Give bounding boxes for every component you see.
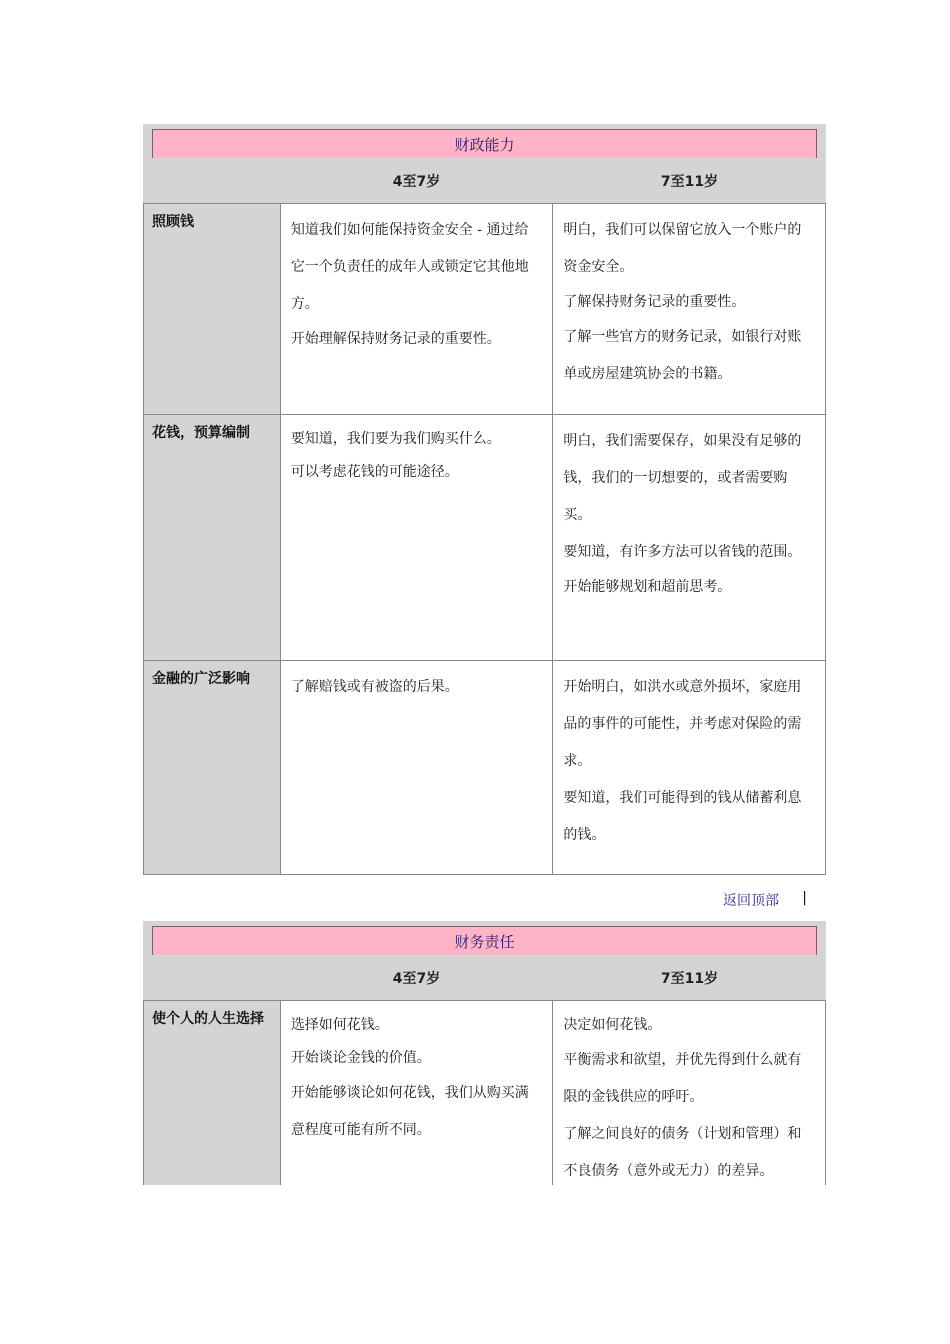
cell-paragraph: 要知道，我们可能得到的钱从储蓄利息的钱。 xyxy=(563,790,802,843)
table-header xyxy=(143,158,826,203)
cell-paragraph: 开始能够谈论如何花钱，我们从购买满意程度可能有所不同。 xyxy=(290,1085,529,1138)
row-label xyxy=(144,204,281,414)
section-title-frame xyxy=(143,124,826,158)
cell-paragraph: 要知道，我们要为我们购买什么。 xyxy=(290,431,501,447)
cell-paragraph: 了解之间良好的债务（计划和管理）和不良债务（意外或无力）的差异。 xyxy=(563,1126,802,1179)
section-financial-capability xyxy=(143,124,826,875)
cell-age-7-11 xyxy=(553,204,826,414)
row-label xyxy=(144,1001,281,1185)
row-label xyxy=(144,661,281,874)
cell-paragraph: 要知道，有许多方法可以省钱的范围。 xyxy=(563,544,802,560)
section-financial-responsibility xyxy=(143,921,826,1185)
row-label-text: 照顾钱 xyxy=(152,214,194,230)
cell-paragraph: 平衡需求和欲望，并优先得到什么就有限的金钱供应的呼吁。 xyxy=(563,1052,802,1105)
table-row xyxy=(143,203,826,415)
table-row xyxy=(143,1000,826,1185)
cell-age-7-11 xyxy=(553,661,826,874)
cell-age-4-7 xyxy=(281,204,554,414)
row-label-text: 花钱，预算编制 xyxy=(152,425,250,441)
row-label-text: 使个人的人生选择 xyxy=(152,1011,264,1027)
cell-paragraph: 开始理解保持财务记录的重要性。 xyxy=(290,331,501,347)
header-age-7-11: 7至11岁 xyxy=(660,173,719,190)
cell-paragraph: 选择如何花钱。 xyxy=(290,1017,389,1033)
cell-age-7-11 xyxy=(553,415,826,660)
header-age-7-11: 7至11岁 xyxy=(660,970,719,987)
cell-paragraph: 明白，我们需要保存，如果没有足够的钱，我们的一切想要的，或者需要购买。 xyxy=(563,433,802,523)
cell-paragraph: 了解保持财务记录的重要性。 xyxy=(563,294,746,310)
cell-paragraph: 决定如何花钱。 xyxy=(563,1017,662,1033)
table-row xyxy=(143,415,826,661)
back-to-top-bar xyxy=(143,888,826,914)
header-empty xyxy=(143,158,280,203)
back-to-top-link[interactable]: 返回顶部 xyxy=(723,893,779,909)
header-age-4-7: 4至7岁 xyxy=(392,970,441,987)
cell-age-4-7 xyxy=(281,661,554,874)
cell-paragraph: 开始能够规划和超前思考。 xyxy=(563,579,732,595)
cell-age-4-7 xyxy=(281,415,554,660)
header-empty xyxy=(143,955,280,1000)
header-age-4-7: 4至7岁 xyxy=(392,173,441,190)
section-title-frame xyxy=(143,921,826,955)
row-label xyxy=(144,415,281,660)
cell-paragraph: 可以考虑花钱的可能途径。 xyxy=(290,464,459,480)
table-header xyxy=(143,955,826,1000)
cell-paragraph: 知道我们如何能保持资金安全 - 通过给它一个负责任的成年人或锁定它其他地方。 xyxy=(290,222,529,312)
table-row xyxy=(143,661,826,875)
cell-age-4-7 xyxy=(281,1001,554,1185)
section-title: 财务责任 xyxy=(152,926,817,955)
cell-paragraph: 明白，我们可以保留它放入一个账户的资金安全。 xyxy=(563,222,802,275)
section-title: 财政能力 xyxy=(152,129,817,158)
cell-paragraph: 了解赔钱或有被盗的后果。 xyxy=(290,679,459,695)
cell-age-7-11 xyxy=(553,1001,826,1185)
cell-paragraph: 开始明白，如洪水或意外损坏，家庭用品的事件的可能性，并考虑对保险的需求。 xyxy=(563,679,802,769)
cell-paragraph: 开始谈论金钱的价值。 xyxy=(290,1050,431,1066)
cell-paragraph: 了解一些官方的财务记录，如银行对账单或房屋建筑协会的书籍。 xyxy=(563,329,802,382)
row-label-text: 金融的广泛影响 xyxy=(152,671,250,687)
separator: | xyxy=(802,890,807,906)
